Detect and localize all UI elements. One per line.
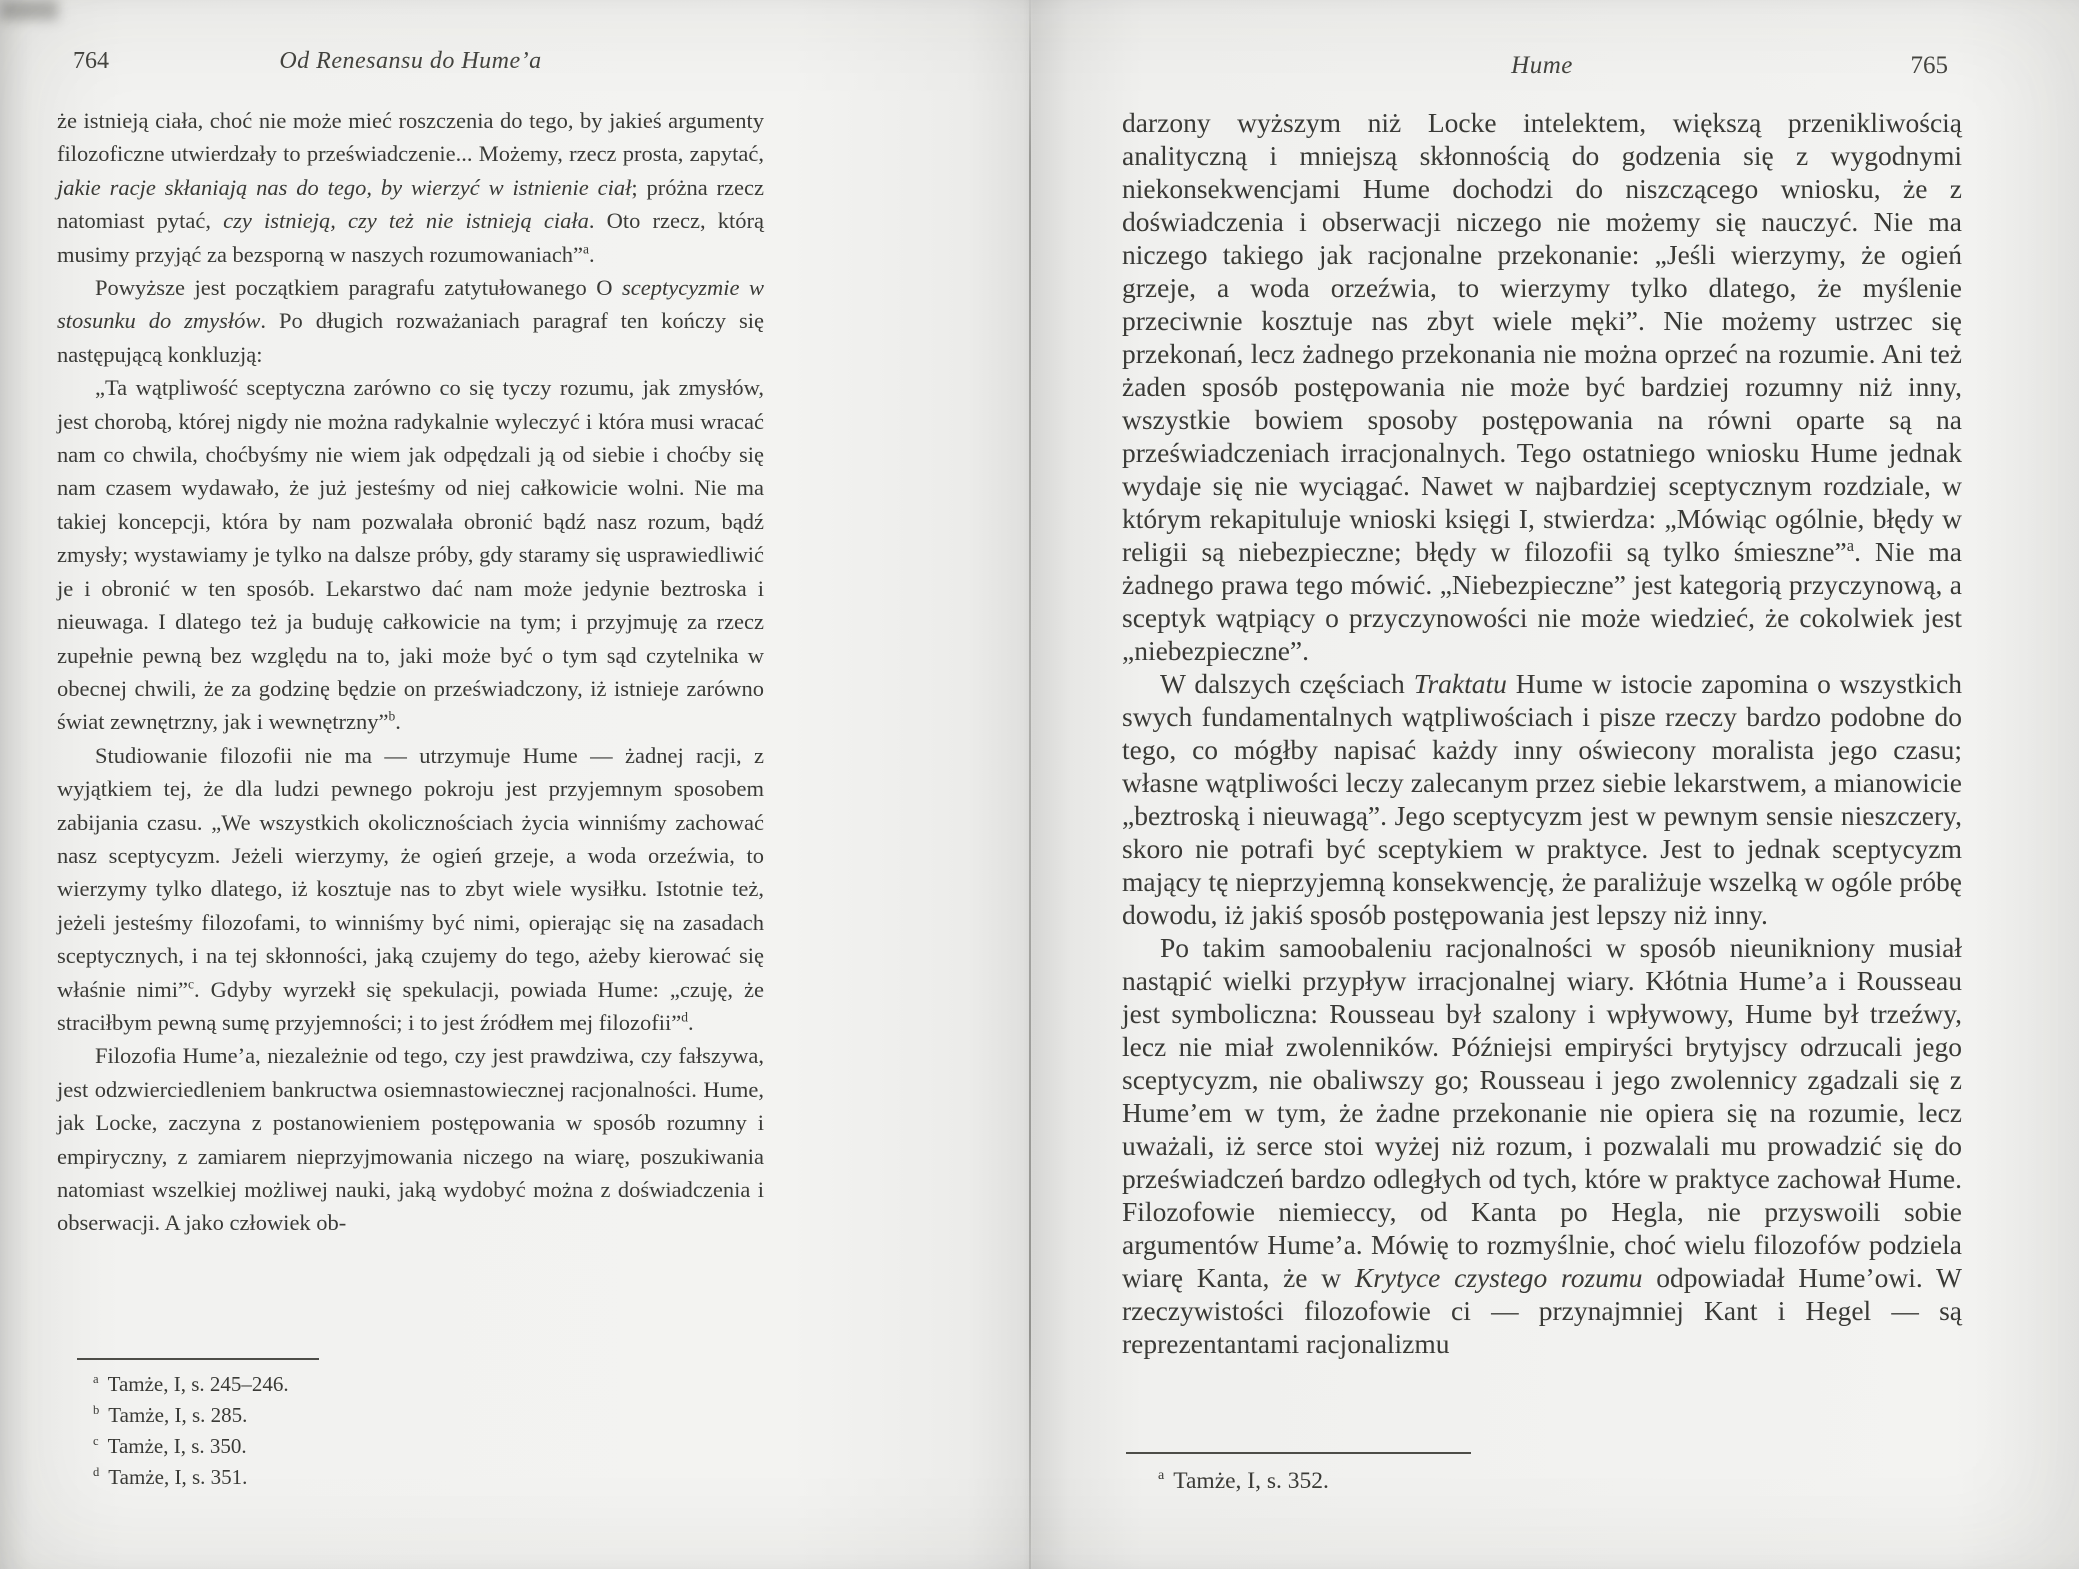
footnote	[57, 1462, 319, 1493]
text-column-right	[1122, 106, 1962, 1360]
paragraph: Studiowanie filozofii nie ma — utrzymuje Hume — żadnej racji, z wyjątkiem tej, że dla ludzi pewnego pokroju jest przyjemnym sposobem zabijania czasu. „We wszystkich okolicznościach życia winniśmy zachować nasz sceptycyzm. Jeżeli wierzymy, że ogień grzeje, a woda orzeźwia, to wierzymy tylko dlatego, iż kosztuje nas to zbyt wiele wysiłku. Istotnie też, jeżeli jesteśmy filozofami, to winniśmy być nimi, opierając się na zasadach sceptycznych, i na tej skłonności, jaką czujemy do tego, ażeby kierować się właśnie nimi”$^c$. Gdyby wyrzekł się spekulacji, powiada Hume: „czuję, że straciłbym pewną sumę przyjemności; i to jest źródłem mej filozofii”$^d$.	[57, 742, 764, 1035]
footnote-marker: a	[93, 1372, 99, 1386]
footnote-marker: b	[93, 1403, 100, 1417]
footnote-marker: a	[1158, 1467, 1165, 1484]
footnote-text: Tamże, I, s. 351.	[108, 1465, 248, 1489]
footnote-text: Tamże, I, s. 285.	[108, 1403, 248, 1427]
footnote-list-right	[1122, 1465, 1471, 1497]
paragraph: że istnieją ciała, choć nie może mieć roszczenia do tego, by jakieś argumenty filozoficzne utwierdzały to przeświadczenie... Możemy, rzecz prosta, zapytać, jakie racje skłaniają nas do tego, by wierzyć w istnienie ciał; próżna rzecz natomiast pytać, czy istnieją, czy też nie istnieją ciała. Oto rzecz, którą musimy przyjąć za bezsporną w naszych rozumowaniach”$^a$.	[57, 108, 764, 267]
running-head-left: Od Renesansu do Hume’a	[279, 48, 542, 74]
paragraph: Po takim samoobaleniu racjonalności w sposób nieunikniony musiał nastąpić wielki przypływ irracjonalnej wiary. Kłótnia Hume’a i Rousseau jest symboliczna: Rousseau był szalony i wpływowy, Hume był trzeźwy, lecz nie miał zwolenników. Późniejsi empiryści brytyjscy odrzucali jego sceptycyzm, nie obaliwszy go; Rousseau i jego zwolennicy zgadzali się z Hume’em w tym, że żadne przekonanie nie opiera się na rozumie, lecz uważali, iż serce stoi wyżej niż rozum, i pozwalali mu prowadzić się do przeświadczeń bardzo odległych od tych, które w praktyce zachował Hume. Filozofowie niemieccy, od Kanta po Hegla, nie przyswoili sobie argumentów Hume’a. Mówię to rozmyślnie, choć wielu filozofów podziela wiarę Kanta, że w Krytyce czystego rozumu odpowiadał Hume’owi. W rzeczywistości filozofowie ci — przynajmniej Kant i Hegel — są reprezentantami racjonalizmu	[1122, 932, 1962, 1359]
page-left	[57, 48, 764, 1548]
paragraph: darzony wyższym niż Locke intelektem, większą przenikliwością analityczną i mniejszą skłonnością do godzenia się z wygodnymi niekonsekwencjami Hume dochodzi do niszczącego wniosku, że z doświadczenia i obserwacji niczego nie możemy się nauczyć. Nie ma niczego takiego jak racjonalne przekonanie: „Jeśli wierzymy, że ogień grzeje, a woda orzeźwia, to wierzymy tylko dlatego, że myślenie przeciwnie kosztuje nas zbyt wiele męki”. Nie możemy ustrzec się przekonań, lecz żadnego przekonania nie można oprzeć na rozumie. Ani też żaden sposób postępowania nie może być bardziej rozumny niż inny, wszystkie bowiem sposoby postępowania na równi oparte są na przeświadczeniach irracjonalnych. Tego ostatniego wniosku Hume jednak wydaje się nie wyciągać. Nawet w najbardziej sceptycznym rozdziale, w którym rekapituluje wnioski księgi I, stwierdza: „Mówiąc ogólnie, błędy w religii są niebezpieczne; błędy w filozofii są tylko śmieszne”$^a$. Nie ma żadnego prawa tego mówić. „Niebezpieczne” jest kategorią przyczynową, a sceptyk wątpiący o przyczynowości nie może wiedzieć, że cokolwiek jest „niebezpieczne”.	[1122, 107, 1962, 666]
footnote-text: Tamże, I, s. 352.	[1173, 1468, 1329, 1494]
page-gutter-fold	[1029, 0, 1031, 1569]
page-header-right	[1122, 52, 1962, 86]
paragraph: Powyższe jest początkiem paragrafu zatytułowanego O sceptycyzmie w stosunku do zmysłów. Po długich rozważaniach paragraf ten kończy się następującą konkluzją:	[57, 275, 764, 367]
footnote	[1122, 1465, 1471, 1497]
text-column-left	[57, 104, 764, 1240]
paragraph: Filozofia Hume’a, niezależnie od tego, czy jest prawdziwa, czy fałszywa, jest odzwierciedleniem bankructwa osiemnastowiecznej racjonalności. Hume, jak Locke, zaczyna z postanowieniem postępowania w sposób rozumny i empiryczny, z zamiarem nieprzyjmowania niczego na wiarę, poszukiwania natomiast wszelkiej możliwej nauki, jaką wydobyć można z doświadczenia i obserwacji. A jako człowiek ob-	[57, 1043, 764, 1236]
footnote-marker: d	[93, 1465, 100, 1479]
paragraph: „Ta wątpliwość sceptyczna zarówno co się tyczy rozumu, jak zmysłów, jest chorobą, której nigdy nie można radykalnie wyleczyć i która musi wracać nam co chwila, choćbyśmy nie wiem jak odpędzali ją od siebie i choćby się nam czasem wydawało, że już jesteśmy od niej całkowicie wolni. Nie ma takiej koncepcji, która by nam pozwalała obronić bądź nasz rozum, bądź zmysły; wystawiamy je tylko na dalsze próby, gdy staramy się usprawiedliwić je i obronić w ten sposób. Lekarstwo dać nam może jedynie beztroska i nieuwaga. I dlatego też ja buduję całkowicie na tym; i przyjmuję za rzecz zupełnie pewną bez względu na to, jaki może być o tym sąd czytelnika w obecnej chwili, że za godzinę będzie on przeświadczony, iż istnieje zarówno świat zewnętrzny, jak i wewnętrzny”$^b$.	[57, 375, 764, 735]
footnote-rule-right	[1126, 1452, 1471, 1454]
paragraph: W dalszych częściach Traktatu Hume w istocie zapomina o wszystkich swych fundamentalnych wątpliwościach i pisze rzeczy bardzo podobne do tego, co mógłby napisać każdy inny oświecony moralista jego czasu; własne wątpliwości leczy zalecanym przez siebie lekarstwem, a mianowicie „beztroską i nieuwagą”. Jego sceptycyzm jest w pewnym sensie nieszczery, skoro nie potrafi być sceptykiem w praktyce. Jest to jednak sceptycyzm mający tę nieprzyjemną konsekwencję, że paraliżuje wszelką w ogóle próbę dowodu, iż jakiś sposób postępowania jest lepszy niż inny.	[1122, 668, 1962, 930]
footnote-rule-left	[77, 1358, 319, 1360]
page-number-left: 764	[73, 48, 109, 74]
footnote	[57, 1369, 319, 1400]
running-head-right: Hume	[1511, 52, 1573, 79]
footnote-text: Tamże, I, s. 245–246.	[107, 1372, 289, 1396]
footnotes-right	[1122, 1452, 1471, 1497]
footnote-text: Tamże, I, s. 350.	[107, 1434, 247, 1458]
footnote	[57, 1400, 319, 1431]
page-right	[1122, 52, 1962, 1552]
footnote-marker: c	[93, 1434, 99, 1448]
scan-artifact-corner	[0, 0, 58, 20]
footnote	[57, 1431, 319, 1462]
footnote-list-left	[57, 1369, 319, 1493]
page-header-left	[57, 48, 764, 82]
page-number-right: 765	[1910, 52, 1948, 79]
footnotes-left	[57, 1358, 319, 1493]
